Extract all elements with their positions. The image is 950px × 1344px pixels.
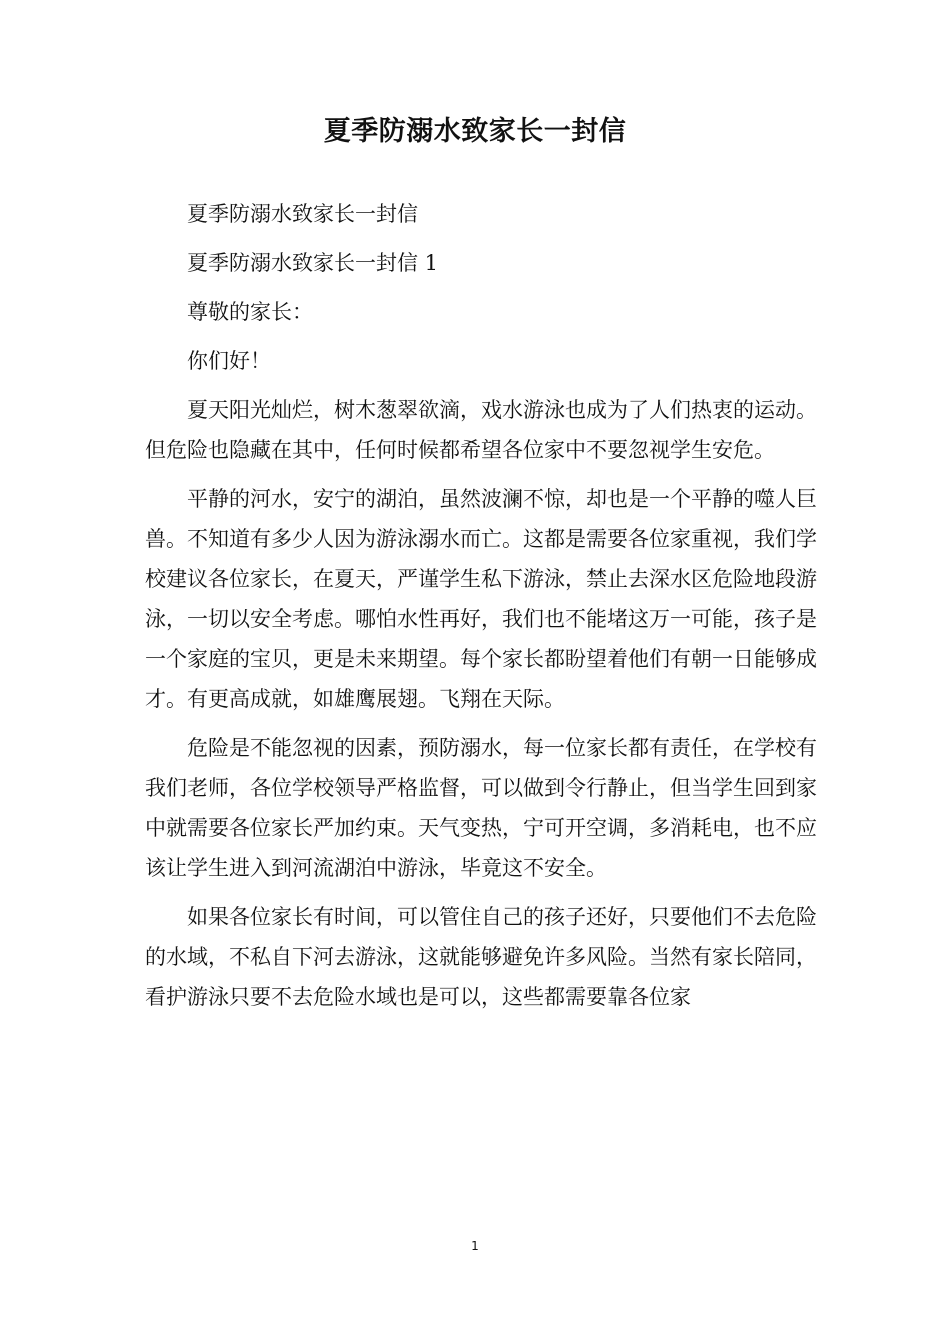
paragraph-salutation: 尊敬的家长： <box>187 300 313 324</box>
paragraph-body: 夏天阳光灿烂，树木葱翠欲滴，戏水游泳也成为了人们热衷的运动。但危险也隐藏在其中，任何时候都希望各位家中不要忽视学生安危。 <box>145 398 817 462</box>
paragraph-body: 平静的河水，安宁的湖泊，虽然波澜不惊，却也是一个平静的噬人巨兽。不知道有多少人因为游泳溺水而亡。这都是需要各位家重视，我们学校建议各位家长，在夏天，严谨学生私下游泳，禁止去深水区危险地段游泳，一切以安全考虑。哪怕水性再好，我们也不能堵这万一可能，孩子是一个家庭的宝贝，更是未来期望。每个家长都盼望着他们有朝一日能够成才。有更高成就，如雄鹰展翅。飞翔在天际。 <box>145 487 817 711</box>
page-number: 1 <box>471 1239 479 1253</box>
paragraph-body: 如果各位家长有时间，可以管住自己的孩子还好，只要他们不去危险的水域，不私自下河去游泳，这就能够避免许多风险。当然有家长陪同，看护游泳只要不去危险水域也是可以，这些都需要靠各位家 <box>145 905 817 1009</box>
paragraph-subheading: 夏季防溺水致家长一封信 1 <box>187 251 439 275</box>
paragraph-heading: 夏季防溺水致家长一封信 <box>187 202 418 226</box>
document-title: 夏季防溺水致家长一封信 <box>323 116 627 147</box>
paragraph-body: 危险是不能忽视的因素，预防溺水，每一位家长都有责任，在学校有我们老师，各位学校领导严格监督，可以做到令行静止，但当学生回到家中就需要各位家长严加约束。天气变热，宁可开空调，多消耗电，也不应该让学生进入到河流湖泊中游泳，毕竟这不安全。 <box>145 736 817 880</box>
paragraph-greeting: 你们好！ <box>187 349 271 373</box>
document-body <box>145 194 817 1026</box>
